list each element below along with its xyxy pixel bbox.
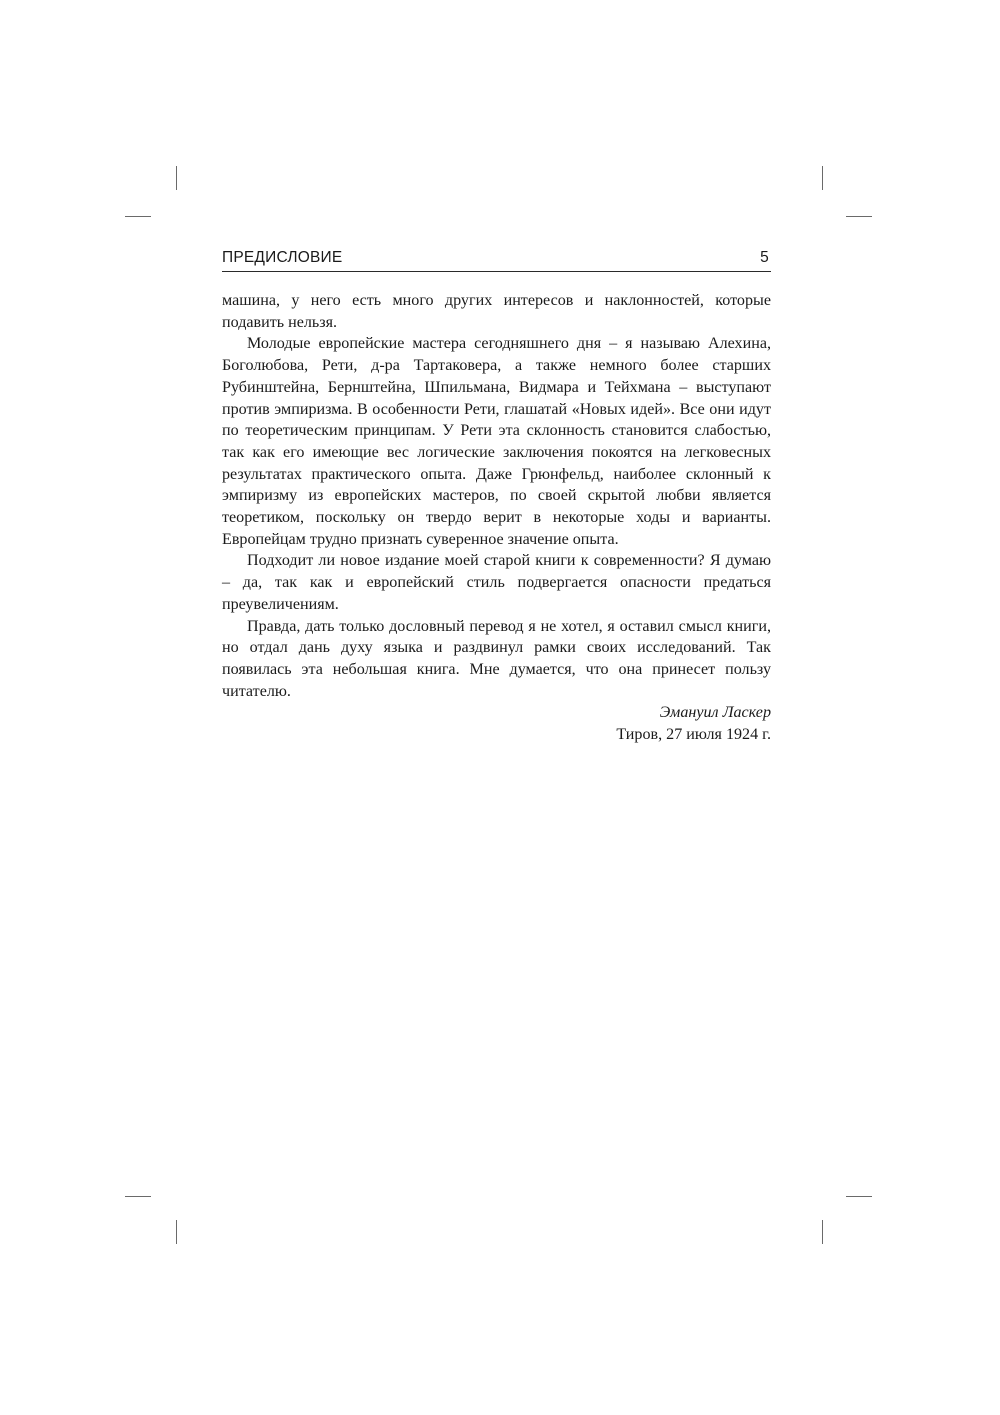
crop-mark-bottom-left-horizontal [125, 1196, 151, 1197]
running-head [222, 247, 771, 272]
crop-mark-bottom-right-vertical [822, 1220, 823, 1244]
signature-block [222, 702, 771, 745]
paragraph: Правда, дать только дословный перевод я не хотел, я оставил смысл книги, но отдал дань духу языка и раздвинул рамки своих исследований. Так появилась эта небольшая книга. Мне думается, что она принесет пользу читателю. [222, 617, 771, 700]
crop-mark-bottom-right-horizontal [846, 1196, 872, 1197]
crop-mark-top-right-vertical [822, 166, 823, 190]
paragraph: Молодые европейские мастера сегодняшнего дня – я называю Алехина, Боголюбова, Рети, д-ра Тартаковера, а также немного более старших Рубинштейна, Бернштейна, Шпильмана, Видмара и Тейхмана – выступают против эмпиризма. В особенности Рети, глашатай «Новых идей». Все они идут по теоретическим принципам. У Рети эта склонность становится слабостью, так как его имеющие вес логические заключения покоятся на легковесных результатах практического опыта. Даже Грюнфельд, наиболее склонный к эмпиризму из европейских мастеров, по своей скрытой любви является теоретиком, поскольку он твердо верит в некоторые ходы и варианты. Европейцам трудно признать суверенное значение опыта. [222, 335, 771, 548]
paragraph: Подходит ли новое издание моей старой книги к современности? Я думаю – да, так как и европейский стиль подвергается опасности предаться преувеличениям. [222, 552, 771, 613]
crop-mark-bottom-left-vertical [176, 1220, 177, 1244]
body-text [222, 290, 771, 746]
signature-author: Эмануил Ласкер [659, 704, 771, 722]
crop-mark-top-left-vertical [176, 166, 177, 190]
crop-mark-top-left-horizontal [125, 216, 151, 217]
page-number: 5 [760, 249, 769, 266]
paragraph-continuation: машина, у него есть много других интересов и наклонностей, которые подавить нельзя. [222, 292, 771, 331]
section-title: ПРЕДИСЛОВИЕ [222, 249, 343, 266]
signature-place-date: Тиров, 27 июля 1924 г. [616, 726, 771, 744]
crop-mark-top-right-horizontal [846, 216, 872, 217]
